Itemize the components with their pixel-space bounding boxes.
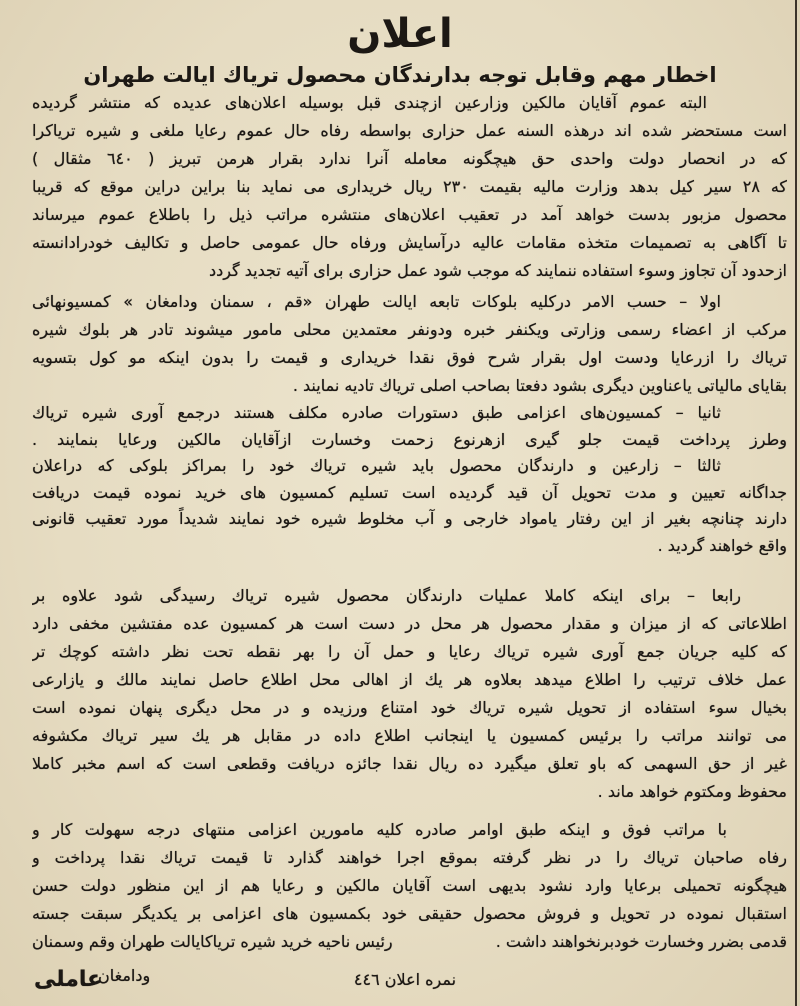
body-line: تا آگاهی به تصمیمات متخذه مقامات عالیه درآسایش ورفاه حال عمومی حاصل و تکالیف خودرادانسته <box>32 233 787 252</box>
body-line: است مستحضر شده اند درهذه السنه عمل حزاری بواسطه رفاه حال عموم رعایا ملغی و شیره تریاکرا <box>32 121 787 140</box>
body-line: ثالثا – زارعین و دارندگان محصول باید شیره تریاك خود را بمراکز بلوکی که دراعلان <box>32 456 721 475</box>
body-line: که ٢٨ سیر کیل بدهد وزارت مالیه بقیمت ٢٣٠ ریال خریداری می نماید بنا براین دراین موقع که قریبا <box>32 177 787 196</box>
body-line: با مراتب فوق و اینکه طبق اوامر صادره کلیه مامورین اعزامی منتهای درجه سهولت کار و <box>32 820 727 839</box>
signature-row <box>32 962 787 998</box>
paragraph-first-item <box>32 288 787 400</box>
body-line: البته عموم آقایان مالکین وزارعین ازچندی قبل بوسیله اعلان‌های عدیده که منتشر گردیده <box>32 93 707 112</box>
body-line: تریاك را ازرعایا ودست اول بقرار شرح فوق نقدا خریداری و قیمت را بدون اینکه مو کول بتسویه <box>32 348 787 367</box>
signature-title: رئیس ناحیه خرید شیره تریاکایالت طهران وقم وسمنان <box>32 932 393 951</box>
body-line: که در انحصار دولت واحدی حق هیچگونه معامله آنرا ندارد بقرار هرمن تبریز ( ٦٤٠ مثقال ) <box>32 149 787 168</box>
body-line: می توانند مراتب را برئیس کمسیون یا اینجانب اطلاع داده در مقابل هر یك سیر تریاك مکشوفه <box>32 726 787 745</box>
body-line: هیچگونه تحمیلی برعایا وارد نشود بدیهی است آقایان مالکین و رعایا هم از این منظور دولت حسن <box>32 876 787 895</box>
paragraph-intro <box>32 89 787 285</box>
column-border <box>795 0 797 1006</box>
body-line: مرکب از اعضاء رسمی وزارتی ویکنفر خبره ودونفر معتمدین محلی مامور میشوند تادر هر بلوك شیره <box>32 320 787 339</box>
announcement-title: اعلان <box>347 11 453 57</box>
body-line: وطرز پرداخت قیمت جلو گیری ازهرنوع زحمت وخسارت ازآقایان مالکین ورعایا بنمایند . <box>32 429 787 449</box>
body-line: رفاه صاحبان تریاك را در نظر گرفته بموقع اجرا خواهند گذارد تا قیمت تریاك نقدا پرداخت و <box>32 848 787 867</box>
announcement-body <box>32 89 787 956</box>
paragraph-conclusion <box>32 816 787 956</box>
body-line: اولا – حسب الامر درکلیه بلوکات تابعه ایالت طهران «قم ، سمنان ودامغان » کمسیونهائی <box>32 292 721 311</box>
body-line: رابعا – برای اینکه کاملا عملیات دارندگان محصول شیره تریاك رسیدگی شود علاوه بر <box>32 586 741 605</box>
body-line: استقبال نموده در تحویل و فروش محصول حقیقی خود بکمسیون های اعزامی بر یکدیگر سبقت جسته <box>32 904 787 923</box>
body-line: بخیال سوء استفاده از تحویل شیره تریاك خود امتناع ورزیده و در محل دیگری پنهان نموده است <box>32 698 787 717</box>
body-line: ثانیا – کمسیون‌های اعزامی طبق دستورات صادره مکلف هستند درجمع آوری شیره تریاك <box>32 403 721 422</box>
body-line: محصول مزبور بدست خواهد آمد در تعقیب اعلان‌های منتشره مراتب ذیل را باطلاع عموم میرساند <box>32 205 787 224</box>
paragraph-third-item <box>32 453 787 559</box>
signature-name: عاملی <box>34 967 103 992</box>
body-line: محفوظ ومکتوم خواهد ماند . <box>597 782 787 801</box>
closing-text: قدمی بضرر وخسارت خودبرنخواهند داشت . <box>495 932 787 951</box>
body-line: غیر از حق السهمی که باو تعلق میگیرد ده ریال نقدا جائزه دریافت وقطعی است که اسم مخبر کاملا <box>32 754 787 773</box>
body-line: واقع خواهند گردید . <box>657 535 787 555</box>
body-line: اطلاعاتی که از میزان و مقدار محصول هر محل در دست است هر کمسیون عده مفتشین مخفی دارد <box>32 614 787 633</box>
announcement-subtitle: اخطار مهم وقابل توجه بدارندگان محصول تریاك ایالت طهران <box>83 63 717 87</box>
body-line: جداگانه تعیین و مدت تحویل آن قید گردیده است تسلیم کمسیون های خرید نموده قیمت دریافت <box>32 482 787 502</box>
body-line: ازحدود آن تجاوز وسوء استفاده ننمایند که موجب شود عمل حزاری برای آتیه تجدید گردد <box>208 261 787 280</box>
body-line: دارند چنانچه بغیر از این رفتار یامواد خارجی و آب مخلوط شیره خود نمایند شدیداً مورد تعقیب قانونی <box>32 509 787 528</box>
paragraph-second-item <box>32 400 787 453</box>
closing-line <box>32 928 787 956</box>
body-line: بقایای مالیاتی یاعناوین دیگری بشود دفعتا بصاحب اصلی تریاك تادیه نمایند . <box>292 376 787 395</box>
body-line: که کلیه جریان جمع آوری شیره تریاك رعایا و حمل آن را بهر نقطه تحت نظر داشته کوچك تر <box>32 642 787 661</box>
notice-number: نمره اعلان ٤٤٦ <box>353 970 457 989</box>
signature-title-continued: ودامغان <box>98 966 151 985</box>
body-line: عمل خلاف ترتیب را اطلاع میدهد بعلاوه هر یك از اهالی محل اطلاع حاصل نمایند مالك و یازارعی <box>32 670 787 689</box>
paragraph-fourth-item <box>32 582 787 806</box>
